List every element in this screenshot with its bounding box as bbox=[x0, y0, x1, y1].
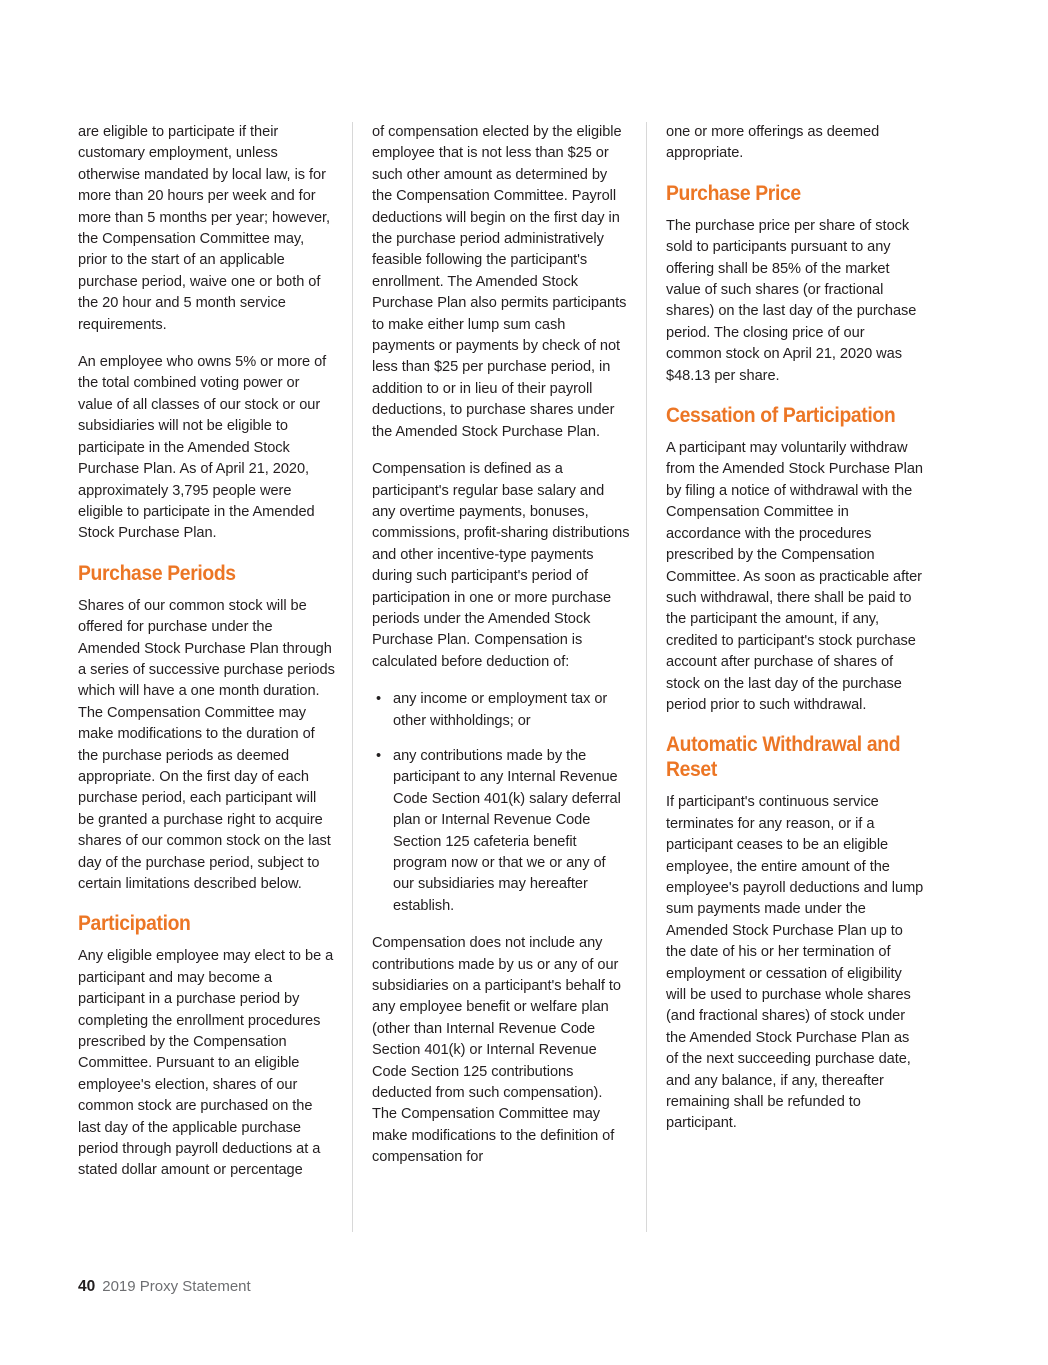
three-column-text-body bbox=[78, 122, 970, 1232]
body-paragraph: Any eligible employee may elect to be a participant and may become a participant in a purchase period by completing the enrollment procedures prescribed by the Compensation Committee. Pursuant to an eligible employee's election, shares of our common stock are purchased on the last day of the applicable purchase period through payroll deductions at a stated dollar amount or percentage bbox=[78, 948, 334, 1179]
body-paragraph: An employee who owns 5% or more of the total combined voting power or value of all classes of our stock or our subsidiaries will not be eligible to participate in the Amended Stock Purchase Plan. As of April 21, 2020, approximately 3,795 people were eligible to participate in the Amended Stock Purchase Plan. bbox=[78, 354, 327, 542]
section-heading: Purchase Periods bbox=[78, 560, 236, 585]
page-footer bbox=[78, 1278, 251, 1296]
bullet-list-item-text: any contributions made by the participant to any Internal Revenue Code Section 401(k) salary deferral plan or Internal Revenue Code Section 125 cafeteria benefit program now or that we or any of our subsidiaries may hereafter establish. bbox=[393, 747, 621, 914]
body-paragraph: If participant's continuous service terminates for any reason, or if a participant ceases to be an eligible employee, the entire amount of the employee's payroll deductions and lump sum payments made under the Amended Stock Purchase Plan up to the date of his or her termination of employment or cessation of eligibility will be used to purchase whole shares (and fractional shares) of stock under the Amended Stock Purchase Plan as of the next succeeding purchase date, and any balance, if any, thereafter remaining shall be refunded to participant. bbox=[666, 794, 924, 1132]
body-paragraph: A participant may voluntarily withdraw from the Amended Stock Purchase Plan by filing a notice of withdrawal with the Compensation Committee in accordance with the procedures prescribed by the Compensation Committee. As soon as practicable after such withdrawal, there shall be paid to the participant the amount, if any, credited to participant's stock purchase account after purchase of shares of stock on the last day of the purchase period prior to such withdrawal. bbox=[666, 440, 923, 713]
footer-page-number: 40 bbox=[78, 1278, 96, 1295]
body-paragraph: one or more offerings as deemed appropriate. bbox=[666, 124, 880, 162]
section-heading: Purchase Price bbox=[666, 180, 801, 205]
body-paragraph: are eligible to participate if their customary employment, unless otherwise mandated by local law, is for more than 20 hours per week and for more than 5 months per year; however, the Compensation Committee may, prior to the start of an applicable purchase period, waive one or both of the 20 hour and 5 month service requirements. bbox=[78, 124, 331, 333]
footer-document-label: 2019 Proxy Statement bbox=[102, 1278, 251, 1295]
section-heading: Automatic Withdrawal and Reset bbox=[666, 732, 901, 782]
text-column-2 bbox=[372, 122, 630, 1169]
body-paragraph: Compensation does not include any contributions made by us or any of our subsidiaries on a participant's behalf to any employee benefit or welfare plan (other than Internal Revenue Code Section 401(k) or Internal Revenue Code Section 125 contributions deducted from such compensation). The Compensation Committee may make modifications to the definition of compensation for bbox=[372, 935, 621, 1166]
section-heading: Cessation of Participation bbox=[666, 403, 896, 428]
text-column-3 bbox=[666, 122, 924, 1135]
bullet-list-item-text: any income or employment tax or other withholdings; or bbox=[393, 691, 608, 729]
body-paragraph: of compensation elected by the eligible employee that is not less than $25 or such other amount as determined by the Compensation Committee. Payroll deductions will begin on the first day in the purchase period administratively feasible following the participant's enrollment. The Amended Stock Purchase Plan also permits participants to make either lump sum cash payments or payments by check of not less than $25 per purchase period, in addition to or in lieu of their payroll deductions, to purchase shares under the Amended Stock Purchase Plan. bbox=[372, 124, 627, 440]
body-paragraph: The purchase price per share of stock sold to participants pursuant to any offering shall be 85% of the market value of such shares (or fractional shares) on the last day of the purchase period. The closing price of our common stock on April 21, 2020 was $48.13 per share. bbox=[666, 217, 917, 384]
bullet-dot-icon: • bbox=[376, 691, 382, 708]
bullet-list bbox=[372, 689, 630, 917]
text-column-1 bbox=[78, 122, 336, 1182]
bullet-list-item bbox=[372, 689, 630, 732]
bullet-list-item bbox=[372, 746, 630, 917]
section-heading: Participation bbox=[78, 911, 191, 936]
bullet-dot-icon: • bbox=[376, 747, 382, 764]
body-paragraph: Shares of our common stock will be offered for purchase under the Amended Stock Purchase Plan through a series of successive purchase periods which will have a one month duration. The Compensation Committee may make modifications to the duration of the purchase periods as deemed appropriate. On the first day of each purchase period, each participant will be granted a purchase right to acquire shares of our common stock on the last day of the purchase period, subject to certain limitations described below. bbox=[78, 597, 335, 892]
body-paragraph: Compensation is defined as a participant's regular base salary and any overtime payments, bonuses, commissions, profit-sharing distributions and other incentive-type payments during such participant's period of participation in one or more purchase periods under the Amended Stock Purchase Plan. Compensation is calculated before deduction of: bbox=[372, 461, 630, 670]
